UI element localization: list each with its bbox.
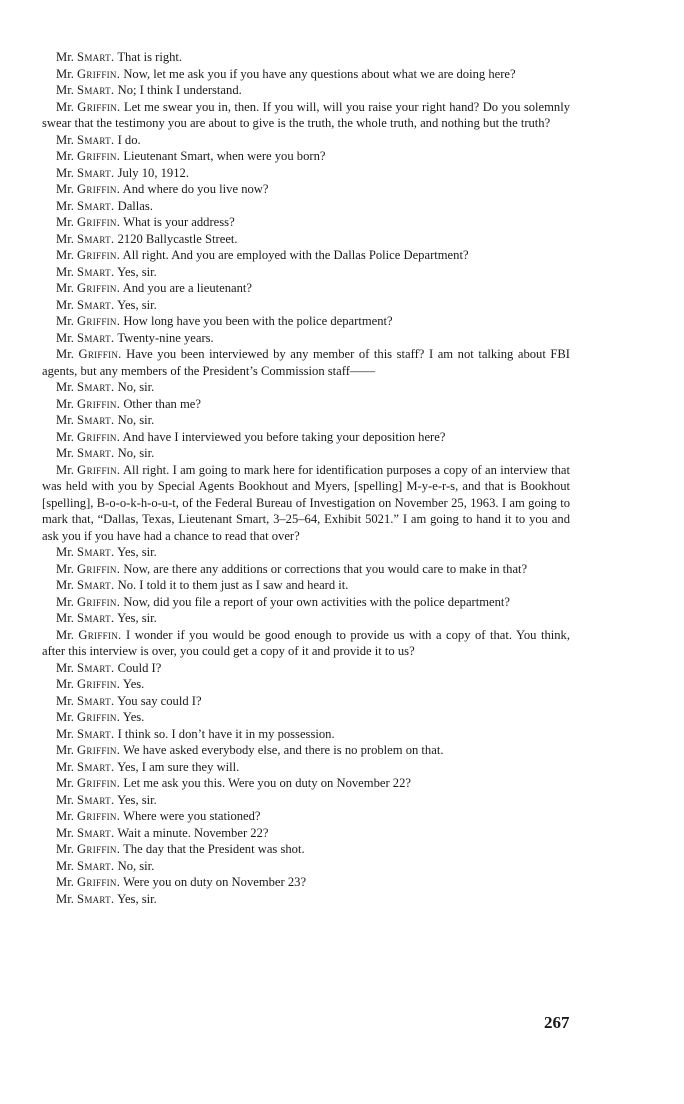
testimony-paragraph bbox=[42, 231, 570, 248]
speaker-name: Smart. bbox=[77, 132, 115, 147]
speaker-title: Mr. bbox=[56, 561, 74, 576]
testimony-paragraph bbox=[42, 726, 570, 743]
speaker-name: Griffin. bbox=[77, 149, 121, 163]
statement-text: Other than me? bbox=[123, 396, 201, 411]
statement-text: Have you been interviewed by any member of this staff? I am not talking about FBI agents, but any members of the President’s Commission staff—— bbox=[42, 347, 571, 378]
statement-text: Now, let me ask you if you have any questions about what we are doing here? bbox=[123, 66, 516, 81]
speaker-title: Mr. bbox=[56, 825, 74, 840]
testimony-paragraph bbox=[42, 709, 570, 726]
speaker-title: Mr. bbox=[56, 99, 74, 114]
speaker-name: Griffin. bbox=[77, 776, 121, 790]
speaker-name: Smart. bbox=[77, 693, 115, 708]
testimony-paragraph bbox=[42, 181, 570, 198]
statement-text: The day that the President was shot. bbox=[123, 842, 305, 856]
statement-text: No. I told it to them just as I saw and heard it. bbox=[117, 578, 349, 592]
speaker-name: Smart. bbox=[77, 380, 115, 394]
testimony-paragraph bbox=[42, 808, 570, 825]
testimony-paragraph bbox=[42, 412, 570, 429]
statement-text: Yes, sir. bbox=[117, 891, 157, 906]
testimony-paragraph bbox=[42, 429, 570, 446]
speaker-name: Smart. bbox=[77, 50, 115, 64]
statement-text: And where do you live now? bbox=[122, 182, 269, 196]
testimony-paragraph bbox=[42, 379, 570, 396]
statement-text: Yes. bbox=[122, 710, 145, 724]
speaker-title: Mr. bbox=[56, 660, 74, 675]
testimony-paragraph bbox=[42, 264, 570, 281]
statement-text: What is your address? bbox=[123, 215, 235, 229]
speaker-name: Griffin. bbox=[77, 809, 121, 823]
speaker-name: Smart. bbox=[77, 611, 115, 625]
speaker-title: Mr. bbox=[56, 215, 74, 229]
speaker-title: Mr. bbox=[56, 396, 74, 411]
statement-text: Where were you stationed? bbox=[123, 809, 261, 823]
speaker-name: Griffin. bbox=[77, 99, 121, 114]
speaker-name: Smart. bbox=[77, 413, 115, 427]
speaker-title: Mr. bbox=[56, 792, 74, 807]
speaker-title: Mr. bbox=[56, 578, 74, 592]
testimony-paragraph bbox=[42, 577, 570, 594]
statement-text: Twenty-nine years. bbox=[117, 330, 214, 345]
statement-text: Dallas. bbox=[117, 198, 153, 213]
speaker-title: Mr. bbox=[56, 545, 74, 559]
testimony-paragraph bbox=[42, 297, 570, 314]
statement-text: I think so. I don’t have it in my possession. bbox=[117, 726, 335, 741]
speaker-name: Griffin. bbox=[77, 429, 121, 444]
speaker-name: Griffin. bbox=[77, 248, 121, 262]
statement-text: How long have you been with the police department? bbox=[123, 314, 393, 328]
statement-text: Now, are there any additions or corrections that you would care to make in that? bbox=[123, 561, 528, 576]
testimony-paragraph bbox=[42, 561, 570, 578]
statement-text: Yes, sir. bbox=[117, 545, 157, 559]
statement-text: All right. And you are employed with the Dallas Police Department? bbox=[122, 248, 469, 262]
statement-text: No, sir. bbox=[117, 858, 155, 873]
speaker-name: Smart. bbox=[77, 578, 115, 592]
transcript-page bbox=[42, 49, 570, 907]
testimony-paragraph bbox=[42, 775, 570, 792]
speaker-title: Mr. bbox=[56, 281, 74, 295]
statement-text: All right. I am going to mark here for identification purposes a copy of an interview that was held with you by Special Agents Bookhout and Myers, [spelling] M-y-e-r-s, and that is Bookhout [spelling], B-o-o-k-h-o-u-t, of the Federal Bureau of Investigation on November 25, 1963. I am going to mark that, “Dallas, Texas, Lieutenant Smart, 3–25–64, Exhibit 5021.” I am going to hand it to you and ask you if you have had a chance to read that over? bbox=[42, 462, 570, 543]
statement-text: Yes, sir. bbox=[117, 264, 157, 279]
testimony-transcript bbox=[42, 49, 570, 907]
statement-text: Wait a minute. November 22? bbox=[117, 825, 269, 840]
speaker-title: Mr. bbox=[56, 264, 74, 279]
testimony-paragraph bbox=[42, 313, 570, 330]
speaker-name: Griffin. bbox=[77, 215, 121, 229]
speaker-title: Mr. bbox=[56, 231, 74, 246]
statement-text: I wonder if you would be good enough to provide us with a copy of that. You think, after this interview is over, you could get a copy of it and provide it to us? bbox=[42, 627, 570, 658]
speaker-name: Griffin. bbox=[77, 462, 121, 477]
speaker-title: Mr. bbox=[56, 710, 74, 724]
statement-text: No; I think I understand. bbox=[117, 83, 242, 97]
testimony-paragraph bbox=[42, 66, 570, 83]
speaker-title: Mr. bbox=[56, 627, 74, 642]
statement-text: You say could I? bbox=[117, 693, 202, 708]
speaker-title: Mr. bbox=[56, 891, 74, 906]
speaker-title: Mr. bbox=[56, 165, 74, 180]
speaker-title: Mr. bbox=[56, 611, 74, 625]
testimony-paragraph bbox=[42, 346, 570, 379]
testimony-paragraph bbox=[42, 594, 570, 611]
testimony-paragraph bbox=[42, 610, 570, 627]
testimony-paragraph bbox=[42, 858, 570, 875]
statement-text: Now, did you file a report of your own activities with the police department? bbox=[123, 594, 511, 609]
statement-text: I do. bbox=[117, 132, 141, 147]
speaker-title: Mr. bbox=[56, 413, 74, 427]
page-number: 267 bbox=[544, 1013, 570, 1032]
statement-text: No, sir. bbox=[117, 380, 155, 394]
testimony-paragraph bbox=[42, 330, 570, 347]
testimony-paragraph bbox=[42, 874, 570, 891]
statement-text: And have I interviewed you before taking your deposition here? bbox=[122, 429, 446, 444]
testimony-paragraph bbox=[42, 891, 570, 908]
speaker-name: Griffin. bbox=[77, 182, 121, 196]
speaker-title: Mr. bbox=[56, 429, 74, 444]
speaker-title: Mr. bbox=[56, 446, 74, 460]
testimony-paragraph bbox=[42, 627, 570, 660]
speaker-title: Mr. bbox=[56, 677, 74, 691]
statement-text: Lieutenant Smart, when were you born? bbox=[123, 149, 326, 163]
speaker-title: Mr. bbox=[56, 380, 74, 394]
speaker-name: Griffin. bbox=[77, 677, 121, 691]
speaker-name: Smart. bbox=[77, 165, 115, 180]
statement-text: Could I? bbox=[117, 660, 162, 675]
testimony-paragraph bbox=[42, 49, 570, 66]
statement-text: 2120 Ballycastle Street. bbox=[117, 231, 238, 246]
testimony-paragraph bbox=[42, 280, 570, 297]
speaker-name: Smart. bbox=[77, 198, 115, 213]
statement-text: Yes. bbox=[122, 677, 145, 691]
speaker-title: Mr. bbox=[56, 83, 74, 97]
speaker-title: Mr. bbox=[56, 693, 74, 708]
statement-text: Were you on duty on November 23? bbox=[123, 875, 307, 889]
speaker-name: Griffin. bbox=[77, 561, 121, 576]
speaker-name: Smart. bbox=[77, 792, 115, 807]
statement-text: Yes, sir. bbox=[117, 792, 157, 807]
testimony-paragraph bbox=[42, 132, 570, 149]
speaker-title: Mr. bbox=[56, 248, 74, 262]
speaker-name: Smart. bbox=[77, 83, 115, 97]
speaker-name: Smart. bbox=[77, 297, 115, 312]
statement-text: And you are a lieutenant? bbox=[122, 281, 253, 295]
speaker-name: Smart. bbox=[77, 446, 115, 460]
speaker-title: Mr. bbox=[56, 462, 74, 477]
testimony-paragraph bbox=[42, 742, 570, 759]
speaker-title: Mr. bbox=[56, 50, 74, 64]
speaker-title: Mr. bbox=[56, 743, 74, 757]
speaker-name: Smart. bbox=[77, 858, 115, 873]
speaker-name: Griffin. bbox=[77, 875, 121, 889]
speaker-name: Griffin. bbox=[77, 314, 121, 328]
testimony-paragraph bbox=[42, 198, 570, 215]
testimony-paragraph bbox=[42, 99, 570, 132]
speaker-name: Smart. bbox=[77, 231, 115, 246]
speaker-title: Mr. bbox=[56, 132, 74, 147]
speaker-title: Mr. bbox=[56, 842, 74, 856]
speaker-title: Mr. bbox=[56, 182, 74, 196]
speaker-name: Griffin. bbox=[77, 281, 121, 295]
testimony-paragraph bbox=[42, 396, 570, 413]
speaker-name: Griffin. bbox=[77, 396, 121, 411]
testimony-paragraph bbox=[42, 148, 570, 165]
speaker-name: Griffin. bbox=[77, 66, 121, 81]
speaker-name: Smart. bbox=[77, 545, 115, 559]
speaker-name: Smart. bbox=[77, 330, 115, 345]
speaker-title: Mr. bbox=[56, 314, 74, 328]
speaker-name: Smart. bbox=[77, 759, 115, 774]
speaker-title: Mr. bbox=[56, 330, 74, 345]
statement-text: No, sir. bbox=[117, 446, 155, 460]
testimony-paragraph bbox=[42, 792, 570, 809]
speaker-title: Mr. bbox=[56, 875, 74, 889]
statement-text: We have asked everybody else, and there is no problem on that. bbox=[123, 743, 444, 757]
testimony-paragraph bbox=[42, 544, 570, 561]
testimony-paragraph bbox=[42, 676, 570, 693]
testimony-paragraph bbox=[42, 660, 570, 677]
testimony-paragraph bbox=[42, 841, 570, 858]
speaker-title: Mr. bbox=[56, 759, 74, 774]
speaker-title: Mr. bbox=[56, 149, 74, 163]
speaker-name: Smart. bbox=[77, 891, 115, 906]
testimony-paragraph bbox=[42, 165, 570, 182]
speaker-title: Mr. bbox=[56, 858, 74, 873]
speaker-title: Mr. bbox=[56, 198, 74, 213]
speaker-title: Mr. bbox=[56, 66, 74, 81]
speaker-name: Smart. bbox=[77, 825, 115, 840]
speaker-title: Mr. bbox=[56, 809, 74, 823]
speaker-name: Griffin. bbox=[77, 842, 121, 856]
speaker-name: Griffin. bbox=[78, 347, 122, 361]
speaker-title: Mr. bbox=[56, 594, 74, 609]
speaker-name: Griffin. bbox=[78, 627, 122, 642]
speaker-name: Smart. bbox=[77, 660, 115, 675]
testimony-paragraph bbox=[42, 445, 570, 462]
testimony-paragraph bbox=[42, 247, 570, 264]
statement-text: Yes, sir. bbox=[117, 611, 157, 625]
speaker-title: Mr. bbox=[56, 726, 74, 741]
speaker-name: Griffin. bbox=[77, 594, 121, 609]
statement-text: No, sir. bbox=[117, 413, 155, 427]
statement-text: Yes, sir. bbox=[117, 297, 157, 312]
testimony-paragraph bbox=[42, 825, 570, 842]
statement-text: July 10, 1912. bbox=[117, 165, 189, 180]
testimony-paragraph bbox=[42, 759, 570, 776]
speaker-name: Smart. bbox=[77, 726, 115, 741]
statement-text: Let me ask you this. Were you on duty on November 22? bbox=[123, 776, 411, 790]
speaker-title: Mr. bbox=[56, 776, 74, 790]
testimony-paragraph bbox=[42, 693, 570, 710]
statement-text: Yes, I am sure they will. bbox=[117, 759, 240, 774]
testimony-paragraph bbox=[42, 214, 570, 231]
speaker-name: Griffin. bbox=[77, 743, 121, 757]
testimony-paragraph bbox=[42, 462, 570, 545]
speaker-title: Mr. bbox=[56, 297, 74, 312]
speaker-name: Smart. bbox=[77, 264, 115, 279]
statement-text: Let me swear you in, then. If you will, will you raise your right hand? Do you solemnly swear that the testimony you are about to give is the truth, the whole truth, and nothing but the truth? bbox=[42, 99, 570, 130]
speaker-name: Griffin. bbox=[77, 710, 121, 724]
testimony-paragraph bbox=[42, 82, 570, 99]
statement-text: That is right. bbox=[117, 50, 183, 64]
speaker-title: Mr. bbox=[56, 347, 74, 361]
